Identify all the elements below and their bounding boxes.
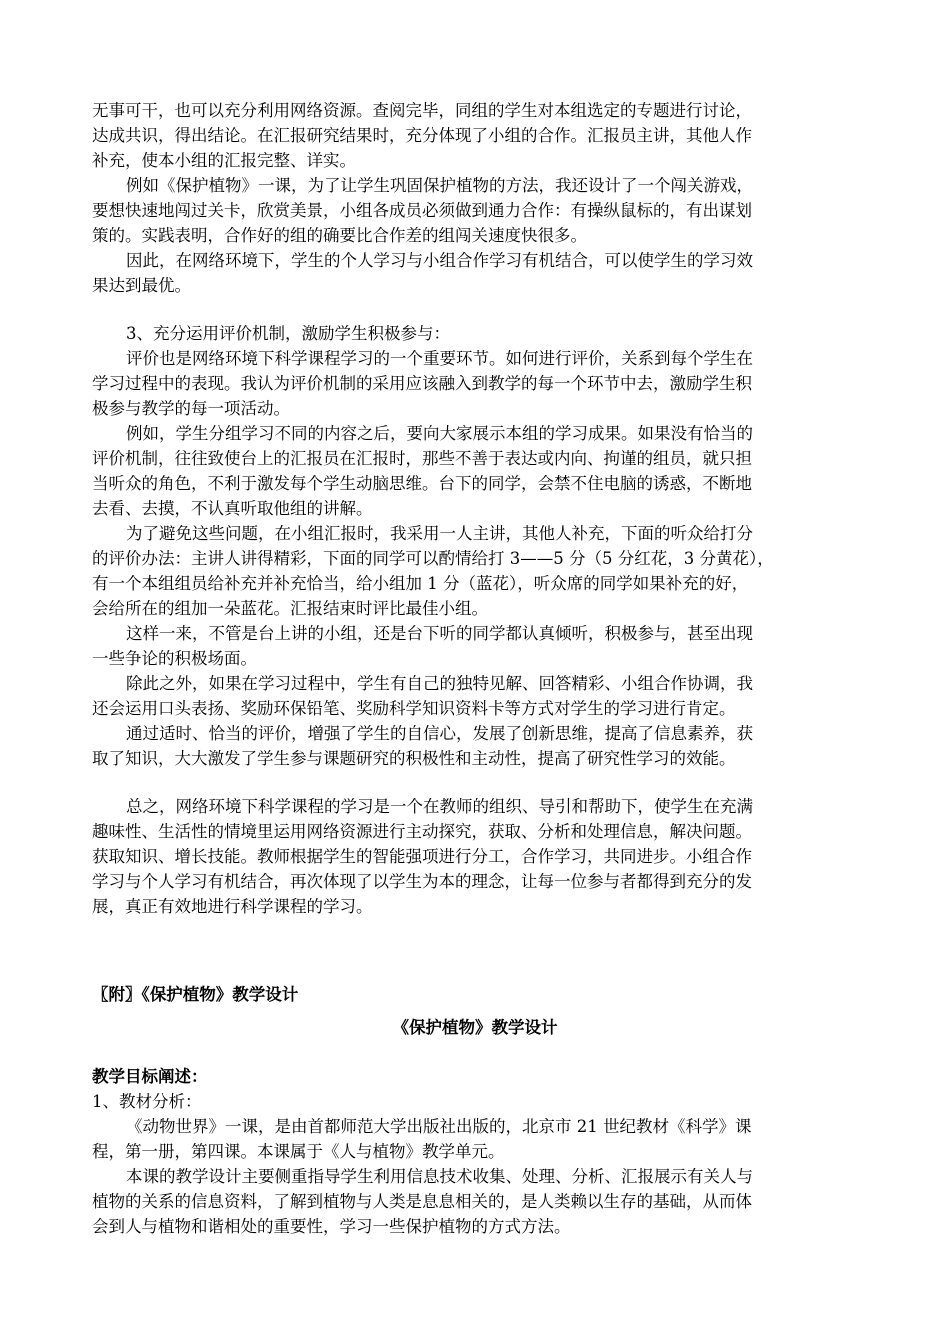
body-line: 本课的教学设计主要侧重指导学生利用信息技术收集、处理、分析、汇报展示有关人与 — [126, 1167, 753, 1186]
body-line: 当听众的角色，不利于激发每个学生动脑思维。台下的同学，会禁不住电脑的诱惑，不断地 — [92, 474, 752, 493]
body-line: 例如，学生分组学习不同的内容之后，要向大家展示本组的学习成果。如果没有恰当的 — [126, 424, 753, 443]
body-line: 这样一来，不管是台上讲的小组，还是台下听的同学都认真倾听，积极参与，甚至出现 — [126, 624, 753, 643]
body-line: 学习过程中的表现。我认为评价机制的采用应该融入到教学的每一个环节中去，激励学生积 — [92, 374, 752, 393]
body-line: 为了避免这些问题，在小组汇报时，我采用一人主讲，其他人补充，下面的听众给打分 — [126, 524, 753, 543]
appendix-heading: 〖附〗《保护植物》教学设计 — [92, 985, 299, 1004]
body-line: 有一个本组组员给补充并补充恰当，给小组加 1 分（蓝花），听众席的同学如果补充的好， — [92, 574, 749, 593]
document-title: 《保护植物》教学设计 — [392, 1018, 558, 1037]
body-line: 策的。实践表明，合作好的组的确要比合作差的组闯关速度快很多。 — [92, 226, 587, 245]
body-line: 因此，在网络环境下，学生的个人学习与小组合作学习有机结合，可以使学生的学习效 — [126, 251, 753, 270]
body-line: 总之，网络环境下科学课程的学习是一个在教师的组织、导引和帮助下，使学生在充满 — [126, 797, 753, 816]
body-line: 除此之外，如果在学习过程中，学生有自己的独特见解、回答精彩、小组合作协调，我 — [126, 674, 753, 693]
body-line: 会给所在的组加一朵蓝花。汇报结束时评比最佳小组。 — [92, 599, 488, 618]
section-heading: 教学目标阐述： — [92, 1067, 208, 1086]
body-line: 极参与教学的每一项活动。 — [92, 399, 290, 418]
body-line: 一些争论的积极场面。 — [92, 649, 257, 668]
body-line: 植物的关系的信息资料，了解到植物与人类是息息相关的，是人类赖以生存的基础，从而体 — [92, 1192, 752, 1211]
body-line: 《动物世界》一课，是由首都师范大学出版社出版的，北京市 21 世纪教材《科学》课 — [126, 1117, 752, 1136]
body-line: 通过适时、恰当的评价，增强了学生的自信心，发展了创新思维，提高了信息素养，获 — [126, 724, 753, 743]
body-line: 程，第一册，第四课。本课属于《人与植物》教学单元。 — [92, 1142, 505, 1161]
body-line: 的评价办法：主讲人讲得精彩，下面的同学可以酌情给打 3——5 分（5 分红花，3 分黄花）， — [92, 549, 774, 568]
body-line: 学习与个人学习有机结合，再次体现了以学生为本的理念，让每一位参与者都得到充分的发 — [92, 872, 752, 891]
body-line: 无事可干，也可以充分利用网络资源。查阅完毕，同组的学生对本组选定的专题进行讨论， — [92, 101, 752, 120]
body-line: 果达到最优。 — [92, 276, 191, 295]
body-line: 要想快速地闯过关卡，欣赏美景，小组各成员必须做到通力合作：有操纵鼠标的，有出谋划 — [92, 201, 752, 220]
body-line: 还会运用口头表扬、奖励环保铅笔、奖励科学知识资料卡等方式对学生的学习进行肯定。 — [92, 699, 736, 718]
body-line: 去看、去摸，不认真听取他组的讲解。 — [92, 499, 373, 518]
body-line: 达成共识，得出结论。在汇报研究结果时，充分体现了小组的合作。汇报员主讲，其他人作 — [92, 126, 752, 145]
section-heading: 3、充分运用评价机制，激励学生积极参与： — [126, 324, 450, 343]
body-line: 取了知识，大大激发了学生参与课题研究的积极性和主动性，提高了研究性学习的效能。 — [92, 749, 736, 768]
body-line: 评价也是网络环境下科学课程学习的一个重要环节。如何进行评价，关系到每个学生在 — [126, 349, 753, 368]
body-line: 趣味性、生活性的情境里运用网络资源进行主动探究，获取、分析和处理信息，解决问题。 — [92, 822, 752, 841]
body-line: 获取知识、增长技能。教师根据学生的智能强项进行分工，合作学习，共同进步。小组合作 — [92, 847, 752, 866]
body-line: 会到人与植物和谐相处的重要性，学习一些保护植物的方式方法。 — [92, 1217, 571, 1236]
body-line: 展，真正有效地进行科学课程的学习。 — [92, 897, 373, 916]
subsection-heading: 1、教材分析： — [92, 1092, 202, 1111]
body-line: 评价机制，往往致使台上的汇报员在汇报时，那些不善于表达或内向、拘谨的组员，就只担 — [92, 449, 752, 468]
body-line: 例如《保护植物》一课，为了让学生巩固保护植物的方法，我还设计了一个闯关游戏， — [126, 176, 753, 195]
body-line: 补充，使本小组的汇报完整、详实。 — [92, 151, 356, 170]
